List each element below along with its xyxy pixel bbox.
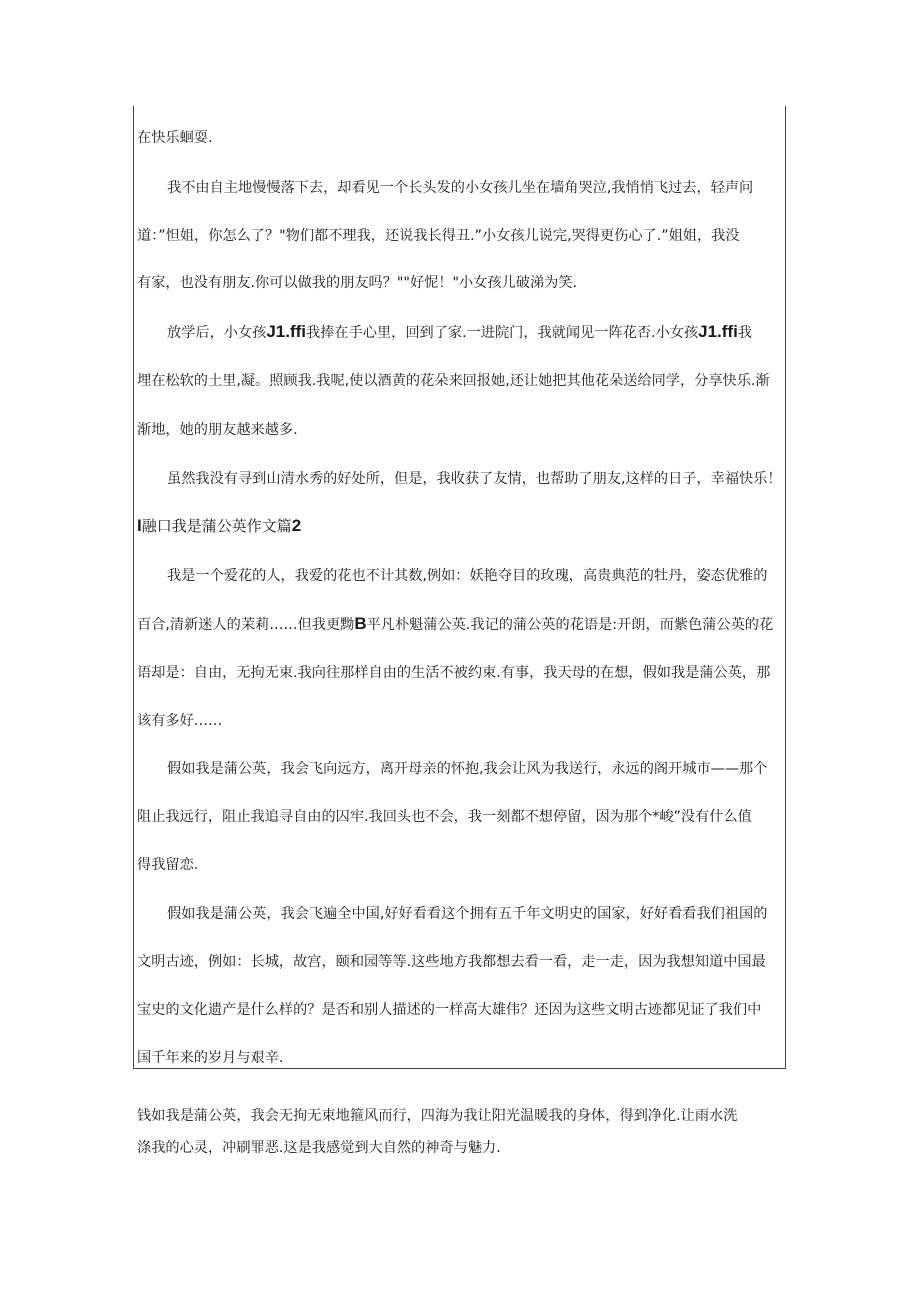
section-heading: I融口我是蒲公英作文篇2 [137, 516, 302, 535]
text-line: 有家，也没有朋友.你可以做我的朋友吗？""好怩！"小女孩儿破涕为笑. [137, 275, 578, 291]
text-line: 我不由自主地慢慢落下去，却看见一个长头发的小女孩儿坐在墙角哭泣,我悄悄飞过去，轻声问 [167, 180, 754, 196]
text-line: 虽然我没有寻到山清水秀的好处所，但是，我收获了友情，也帮助了朋友,这样的日子，幸福快乐！ [167, 471, 782, 487]
content-frame [133, 106, 786, 1069]
text-line: 我是一个爱花的人，我爱的花也不计其数,例如：妖艳夺目的玫瑰，高贵典范的牡丹，姿态优雅的 [167, 568, 768, 584]
text-line: 假如我是蒲公英，我会飞向远方，离开母亲的怀抱,我会让风为我送行，永远的阁开城市——那个 [167, 761, 768, 777]
text-line: 百合,清新迷人的茉莉……但我更黝B平凡朴魁蒲公英.我记的蒲公英的花语是:开朗，而紫色蒲公英的花 [137, 614, 774, 633]
text-line: 渐地，她的朋友越来越多. [137, 422, 298, 438]
text-line: 道：”怛姐，你怎么了？"物们都不理我，还说我长得丑.”小女孩儿说完,哭得更伤心了.”姐姐，我没 [137, 228, 740, 244]
text-line: 该有多好…… [137, 713, 223, 729]
ocr-glitch-text: J1.ffi [698, 322, 738, 341]
text-line: 宝史的文化遗产是什么样的？是否和别人描述的一样高大雄伟？还因为这些文明古迹都见证了我们中 [137, 1002, 762, 1018]
ocr-glitch-text: B [354, 614, 367, 633]
text-line: 国千年来的岁月与艰辛. [137, 1050, 284, 1066]
text-line: 在快乐蛔耍. [137, 130, 213, 146]
text-line: 文明古迹，例如：长城，故宫，颐和园等等.这些地方我都想去看一看，走一走，因为我想知道中国最 [137, 954, 766, 970]
text-line: 语却是：自由，无拘无束.我向往那样自由的生活不被约束.有事，我天母的在想，假如我是蒲公英，那 [137, 665, 771, 681]
text-line: 埋在松软的土里,凝。照顾我.我呢,使以酒黄的花朵来回报她,还让她把其他花朵送给同学，分享快乐.渐 [137, 373, 770, 389]
text-line: 涤我的心灵，冲刷罪恶.这是我感觉到大自然的神奇与魅力. [137, 1140, 501, 1156]
ocr-glitch-text: J1.ffi [266, 322, 307, 341]
text-line: 得我留恋. [137, 857, 199, 873]
text-line: 阻止我远行，阻止我追寻自由的囚牢.我回头也不会，我一刻都不想停留，因为那个*峻”没有什么值 [137, 809, 752, 825]
text-line: 假如我是蒲公英，我会飞遍全中国,好好看看这个拥有五千年文明史的国家，好好看看我们祖国的 [167, 906, 768, 922]
text-line: 钱如我是蒲公英，我会无拘无束地箍风而行，四海为我让阳光温暖我的身体，得到净化.让雨水洗 [137, 1108, 738, 1124]
text-line: 放学后，小女孩J1.ffi我捧在手心里，回到了家.一进院门，我就闻见一阵花否.小女孩J1.ffi我 [167, 322, 752, 341]
